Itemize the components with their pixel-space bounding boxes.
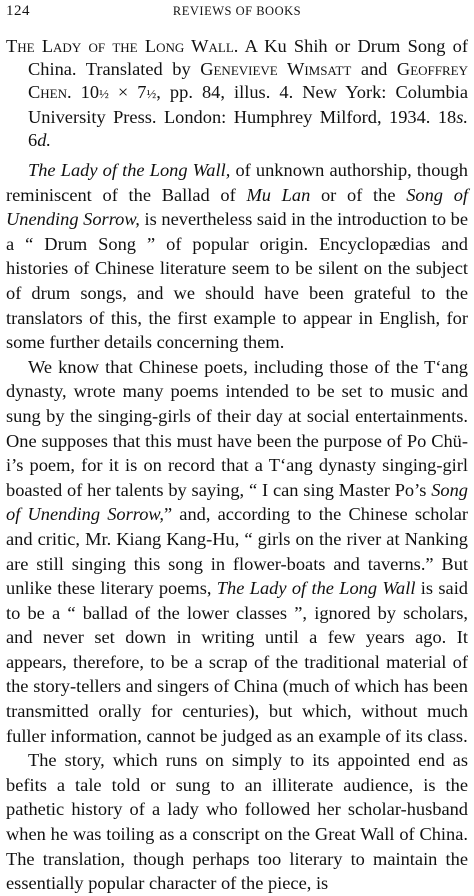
translated-by-label: Translated by [76, 59, 201, 80]
body-text: of unknown authorship, though reminiscent of the Ballad of [6, 160, 468, 205]
body-text: ” and, according to the Chinese scholar and critic, Mr. Kiang Kang-Hu, “ girls on the river at Nanking are still singing this song in flower-boats and taverns.” But unlike these literary poems, [6, 504, 469, 599]
body-text: We know that Chinese poets, including those of the T‘ang dynasty, wrote many poems intended to be set to music and sung by the singing-girls of their day at social entertainments. One supposes that this must have been the purpose of Po Chü-i’s poem, for it is on record that a T‘ang dynasty singing-girl boasted of her talents by saying, “ I can sing Master Po’s [6, 356, 468, 500]
conjunction-text: and [351, 59, 397, 80]
book-subtitle: A Ku Shih or Drum Song of China. [28, 36, 468, 80]
review-paragraph [6, 158, 468, 355]
running-header [6, 0, 468, 22]
body-text: is said to be a “ ballad of the lower classes ”, ignored by scholars, and never set down in writing until a few years ago. It appears, therefore, to be a scrap of the traditional material of the story-tellers and singers of China (much of which has been transmitted orally for centuries), but which, without much fuller information, cannot be judged as an example of its class. [6, 578, 469, 746]
italic-title: Mu Lan [246, 184, 311, 205]
translator-name: Genevieve Wimsatt [200, 59, 352, 80]
book-size-text: 10 [71, 82, 100, 103]
publication-details: , pp. 84, illus. 4. New York: Columbia University Press. London: Humphrey Milford, 1934. 18 [28, 82, 468, 127]
italic-title: Song of Unending Sorrow, [6, 184, 469, 230]
fraction-text: ½ [146, 86, 157, 102]
italic-title: The Lady of the Long Wall [216, 578, 416, 599]
book-title: The Lady of the Long Wall. [6, 36, 239, 56]
price-shillings: s. [456, 106, 468, 127]
page-number: 124 [6, 3, 30, 19]
book-page [6, 0, 469, 894]
italic-title: The Lady of the Long Wall, [28, 160, 231, 181]
book-citation [6, 35, 468, 152]
italic-title: Song of Unending Sorrow, [6, 479, 468, 525]
review-paragraph [6, 355, 468, 749]
translator-name: Geoffrey Chen. [28, 59, 468, 103]
price-pence: d. [37, 129, 51, 150]
fraction-text: ½ [99, 86, 109, 102]
price-text: 6 [28, 129, 38, 150]
body-text: or of the [310, 184, 407, 205]
body-text: The story, which runs on simply to its appointed end as befits a tale told or sung to an illiterate audience, is the pathetic history of a lady who followed her scholar-husband when he was toiling as a conscript on the Great Wall of China. The translation, though perhaps too literary to maintain the essentially popular character of the piece, is [6, 750, 468, 894]
body-text: is nevertheless said in the introduction to be a “ Drum Song ” of popular origin. Encyclopædias and histories of Chinese literature seem to be silent on the subject of drum songs, and we should have been grateful to the translators of this, the first example to appear in English, for some further details concerning them. [6, 209, 468, 353]
book-size-text: × 7 [108, 82, 147, 103]
running-title: REVIEWS OF BOOKS [172, 4, 302, 18]
review-paragraph [6, 748, 468, 896]
